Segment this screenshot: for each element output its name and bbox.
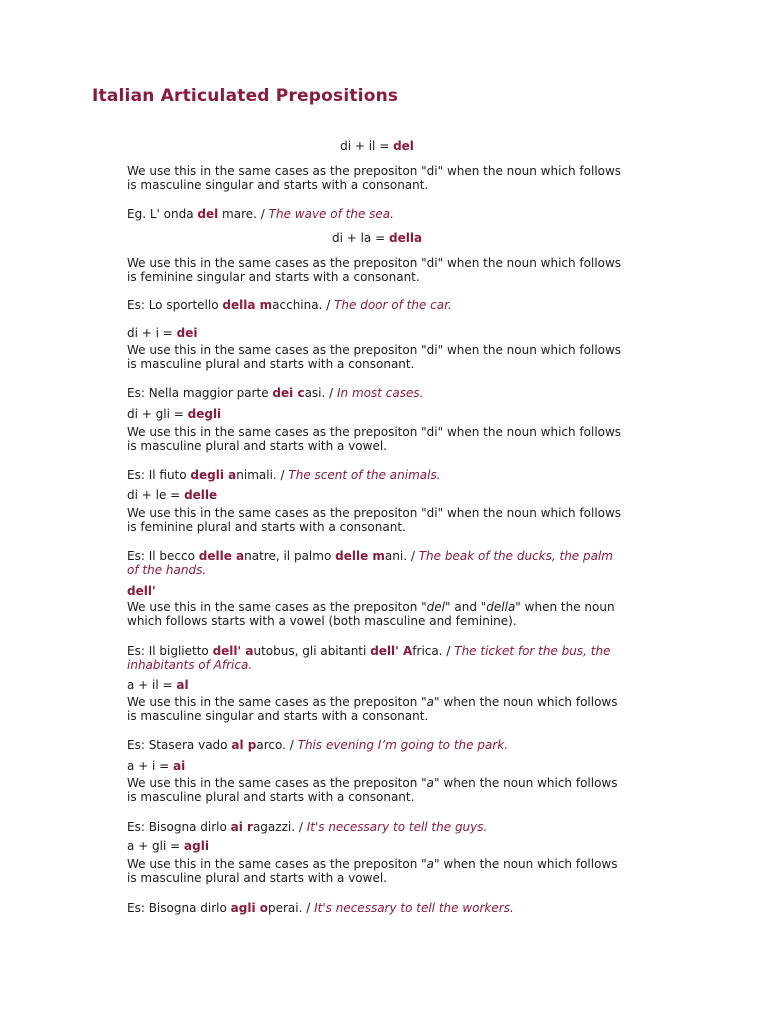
section-heading-agli (127, 839, 627, 853)
description-part: We use this in the same cases as the prepositon " (127, 695, 427, 709)
section-example-della (127, 298, 627, 312)
example-rest: natre, il palmo (244, 549, 332, 563)
section-example-delle (127, 549, 627, 577)
description-italic: a" (426, 695, 440, 709)
section-heading-della (127, 231, 627, 245)
heading-result: ai (173, 759, 186, 773)
section-description-dei: We use this in the same cases as the prepositon "di" when the noun which follows is masculine plural and starts with a consonant. (127, 343, 622, 371)
section-example-ai (127, 820, 627, 834)
example-bold: dell' a (212, 644, 254, 658)
page-title: Italian Articulated Prepositions (92, 86, 399, 106)
section-description-degli: We use this in the same cases as the prepositon "di" when the noun which follows is masculine plural and starts with a vowel. (127, 425, 622, 453)
example-bold: dei c (272, 386, 305, 400)
example-prefix: Es: Il fiuto (127, 468, 187, 482)
description-part: when the noun which follows is masculine singular and starts with a consonant. (127, 695, 618, 723)
section-description-dell (127, 600, 627, 628)
example-translation: It's necessary to tell the workers. (314, 901, 514, 915)
description-part: when the noun which follows is masculine plural and starts with a vowel. (127, 857, 618, 885)
description-part: We use this in the same cases as the prepositon " (127, 776, 427, 790)
example-translation: The wave of the sea. (268, 207, 394, 221)
example-translation: The beak of the ducks, the palm of the hands. (127, 549, 613, 577)
section-heading-al (127, 678, 627, 692)
example-rest: asi. / (304, 386, 334, 400)
example-prefix: Eg. L' onda (127, 207, 194, 221)
section-description-delle: We use this in the same cases as the prepositon "di" when the noun which follows is feminine plural and starts with a consonant. (127, 506, 622, 534)
description-part: when the noun which follows is masculine plural and starts with a consonant. (127, 776, 618, 804)
description-part: when the noun which follows starts with a vowel (both masculine and feminine). (127, 600, 615, 628)
example-prefix: Es: Lo sportello (127, 298, 219, 312)
example-translation: The scent of the animals. (288, 468, 441, 482)
example-rest: utobus, gli abitanti (253, 644, 367, 658)
description-part: and (454, 600, 477, 614)
example-bold: ai r (230, 820, 253, 834)
example-prefix: Es: Bisogna dirlo (127, 820, 227, 834)
description-part: We use this in the same cases as the prepositon (127, 600, 418, 614)
example-rest: nimali. / (236, 468, 285, 482)
example-bold: degli a (190, 468, 237, 482)
section-example-dell (127, 644, 627, 672)
section-example-dei (127, 386, 627, 400)
heading-formula: di + gli = (127, 407, 184, 421)
heading-formula: di + i = (127, 326, 173, 340)
heading-formula: di + la = (331, 231, 386, 245)
example-translation: This evening I’m going to the park. (297, 738, 509, 752)
section-example-agli (127, 901, 627, 915)
description-italic: "del" (421, 600, 451, 614)
section-example-al (127, 738, 627, 752)
heading-result: della (388, 231, 423, 245)
section-description-ai (127, 776, 627, 804)
example-prefix: Es: Stasera vado (127, 738, 228, 752)
example-translation: In most cases. (337, 386, 424, 400)
example-rest: mare. / (222, 207, 265, 221)
section-heading-delle (127, 488, 627, 502)
section-heading-del (127, 139, 627, 153)
section-description-del: We use this in the same cases as the prepositon "di" when the noun which follows is masculine singular and starts with a consonant. (127, 164, 622, 192)
section-example-degli (127, 468, 627, 482)
section-heading-degli (127, 407, 627, 421)
section-description-al (127, 695, 627, 723)
example-translation: It's necessary to tell the guys. (306, 820, 488, 834)
example-translation: The door of the car. (334, 298, 452, 312)
example-rest-2: frica. / (412, 644, 451, 658)
example-bold-2: dell' A (370, 644, 413, 658)
heading-formula: a + i = (127, 759, 170, 773)
example-rest-2: ani. / (384, 549, 415, 563)
description-italic: a" (426, 776, 440, 790)
heading-result: dei (176, 326, 198, 340)
example-bold-2: delle m (335, 549, 385, 563)
example-rest: arco. / (256, 738, 294, 752)
example-rest: acchina. / (272, 298, 331, 312)
section-heading-ai (127, 759, 627, 773)
example-bold: della m (222, 298, 273, 312)
heading-result: del (393, 139, 414, 153)
heading-formula: a + gli = (127, 839, 181, 853)
heading-formula: a + il = (127, 678, 173, 692)
heading-formula: di + le = (127, 488, 181, 502)
heading-result: degli (187, 407, 222, 421)
example-bold: al p (231, 738, 257, 752)
section-description-della: We use this in the same cases as the prepositon "di" when the noun which follows is feminine singular and starts with a consonant. (127, 256, 622, 284)
section-example-del (127, 207, 627, 221)
section-description-agli (127, 857, 627, 885)
example-rest: agazzi. / (252, 820, 303, 834)
example-translation: The ticket for the bus, the inhabitants of Africa. (127, 644, 611, 672)
heading-formula: di + il = (340, 139, 390, 153)
section-heading-dei (127, 326, 627, 340)
example-rest: perai. / (267, 901, 311, 915)
heading-result: dell' (127, 584, 156, 598)
example-prefix: Es: Il becco (127, 549, 195, 563)
description-italic: a" (426, 857, 440, 871)
example-prefix: Es: Bisogna dirlo (127, 901, 227, 915)
heading-result: al (176, 678, 189, 692)
example-bold: agli o (230, 901, 268, 915)
description-part: We use this in the same cases as the prepositon " (127, 857, 427, 871)
example-bold: del (197, 207, 219, 221)
section-heading-dell (127, 584, 627, 598)
example-bold: delle a (198, 549, 245, 563)
example-prefix: Es: Il biglietto (127, 644, 209, 658)
heading-result: delle (184, 488, 218, 502)
heading-result: agli (184, 839, 209, 853)
description-italic: "della" (480, 600, 521, 614)
example-prefix: Es: Nella maggior parte (127, 386, 269, 400)
